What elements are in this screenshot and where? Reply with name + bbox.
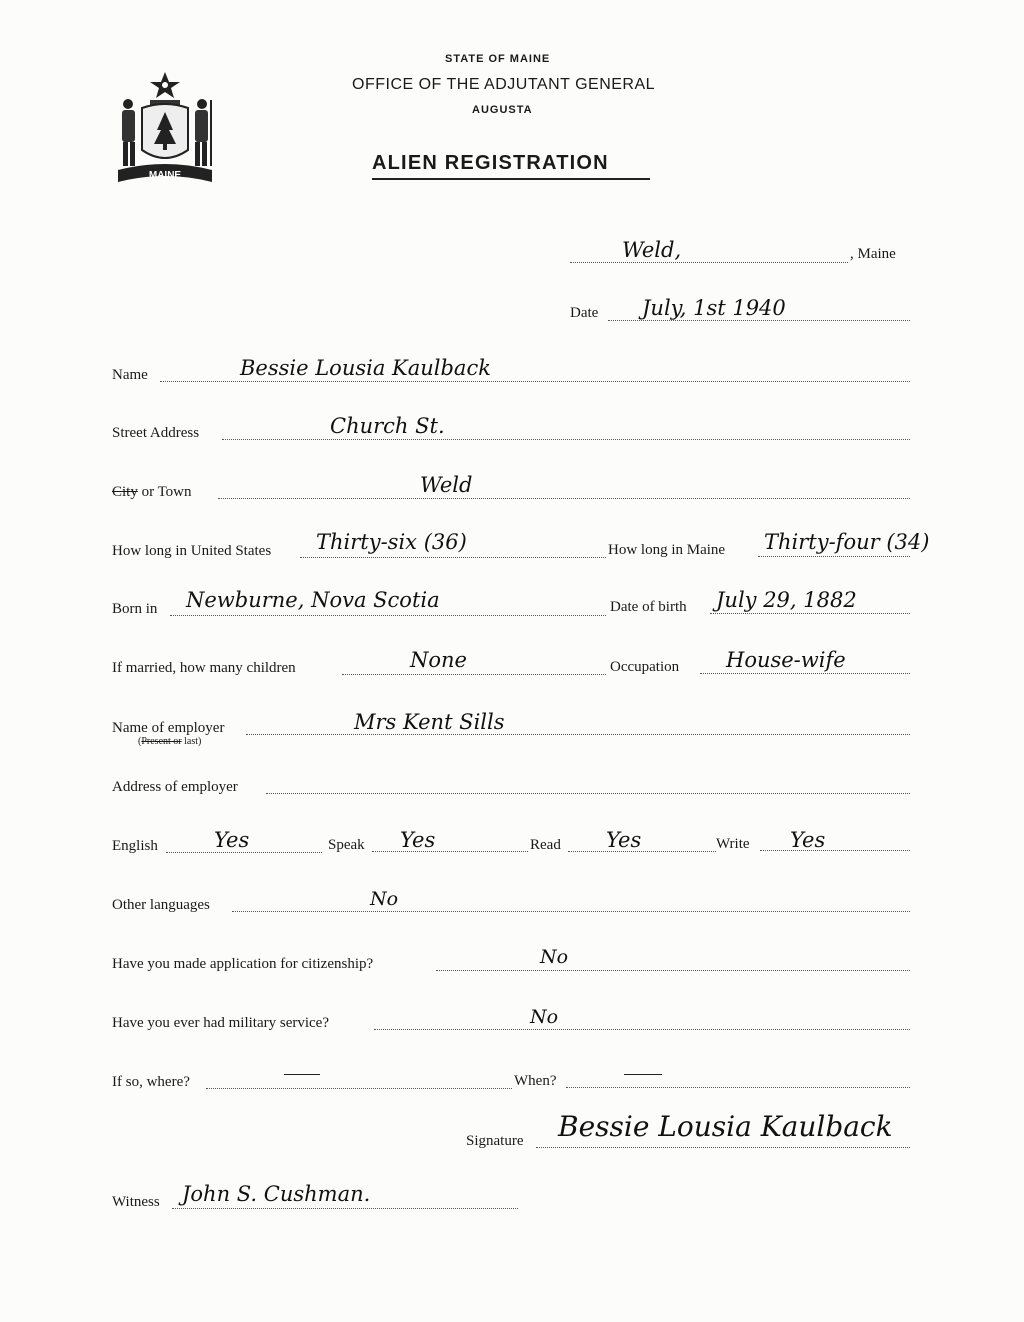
employer-label: Name of employer [112,720,225,736]
signature-value: Bessie Lousia Kaulback [558,1110,893,1143]
date-of-birth-label: Date of birth [610,599,687,615]
employer-value: Mrs Kent Sills [354,710,505,734]
speak-dotline [372,851,528,852]
employer-address-dotline [266,793,910,794]
military-dotline [374,1029,910,1030]
city-struck-label: City [112,484,138,500]
born-in-label: Born in [112,601,158,617]
citizenship-value: No [540,946,569,968]
how-long-us-dotline [300,557,606,558]
date-label: Date [570,305,599,321]
signature-dotline [536,1147,910,1148]
place-dotline [570,262,848,263]
date-value: July, 1st 1940 [642,296,786,320]
how-long-us-value: Thirty-six (36) [316,530,467,554]
title-underline [372,178,650,180]
children-label: If married, how many children [112,660,296,676]
where-dash [284,1074,320,1075]
signature-label: Signature [466,1133,524,1149]
how-long-us-label: How long in United States [112,543,272,559]
speak-label: Speak [328,837,365,853]
how-long-maine-dotline [758,556,910,557]
military-label: Have you ever had military service? [112,1015,329,1031]
witness-dotline [172,1208,518,1209]
date-of-birth-value: July 29, 1882 [716,588,857,612]
header-state: STATE OF MAINE [445,53,551,65]
occupation-label: Occupation [610,659,680,675]
street-label: Street Address [112,425,200,441]
where-dotline [206,1088,512,1089]
maine-state-seal-icon [112,70,218,188]
occupation-value: House-wife [726,648,846,672]
name-dotline [160,381,910,382]
page-title: ALIEN REGISTRATION [372,152,609,174]
citizenship-label: Have you made application for citizenship? [112,956,374,972]
military-value: No [530,1006,559,1028]
children-value: None [410,648,467,672]
place-value: Weld, [622,238,682,262]
write-value: Yes [790,828,826,852]
born-in-value: Newburne, Nova Scotia [186,588,440,612]
employer-address-label: Address of employer [112,779,238,795]
other-languages-value: No [370,888,399,910]
witness-value: John S. Cushman. [182,1182,371,1206]
employer-dotline [246,734,910,735]
employer-sublabel [138,736,201,747]
employer-sub-open: ( [138,736,142,747]
children-dotline [342,674,606,675]
employer-sub-close: last) [181,736,202,747]
when-dotline [566,1087,910,1088]
street-value: Church St. [330,414,445,438]
occupation-dotline [700,673,910,674]
write-dotline [760,850,910,851]
write-label: Write [716,836,750,852]
speak-value: Yes [400,828,436,852]
name-label: Name [112,367,148,383]
employer-sub-struck: Present or [141,736,182,747]
town-label [112,484,192,501]
english-label: English [112,838,158,854]
date-dotline [608,320,910,321]
how-long-maine-value: Thirty-four (34) [764,530,930,554]
street-dotline [222,439,910,440]
header-city: AUGUSTA [472,104,533,116]
date-of-birth-dotline [710,613,910,614]
english-value: Yes [214,828,250,852]
seal-banner-text: MAINE [148,170,182,181]
town-dotline [218,498,910,499]
header-office: OFFICE OF THE ADJUTANT GENERAL [352,76,656,93]
when-dash [624,1074,662,1075]
town-value: Weld [420,473,473,497]
how-long-maine-label: How long in Maine [608,542,726,558]
born-in-dotline [170,615,606,616]
maine-label: , Maine [850,246,896,262]
name-value: Bessie Lousia Kaulback [240,356,491,380]
read-label: Read [530,837,561,853]
other-languages-dotline [232,911,910,912]
where-label: If so, where? [112,1074,190,1090]
citizenship-dotline [436,970,910,971]
read-value: Yes [606,828,642,852]
witness-label: Witness [112,1194,160,1210]
or-town-label: or Town [141,484,192,500]
read-dotline [568,851,716,852]
other-languages-label: Other languages [112,897,210,913]
when-label: When? [514,1073,557,1089]
english-dotline [166,852,322,853]
